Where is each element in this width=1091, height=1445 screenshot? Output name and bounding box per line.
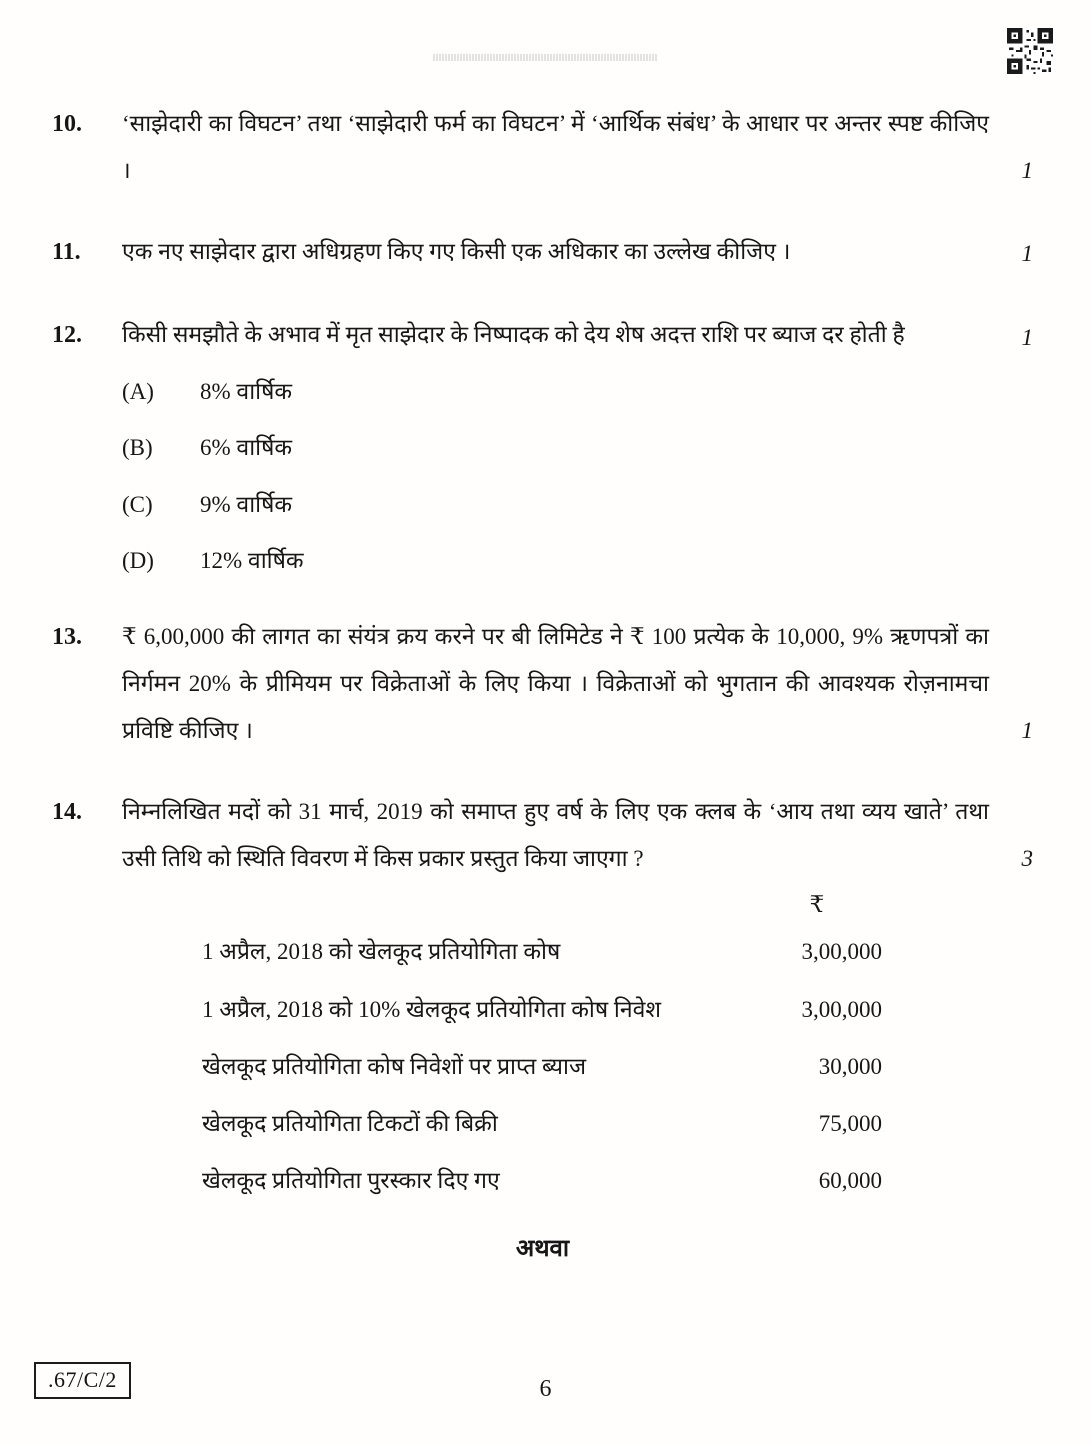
option-text: 12% वार्षिक xyxy=(200,548,304,574)
rupee-column-header: ₹ xyxy=(809,892,825,918)
question-11 xyxy=(52,228,1033,277)
scan-artifact-line xyxy=(433,54,658,61)
question-14 xyxy=(52,788,1033,1197)
question-text: एक नए साझेदार द्वारा अधिग्रहण किए गए किसी एक अधिकार का उल्लेख कीजिए । xyxy=(122,239,791,265)
option-d xyxy=(122,544,1033,579)
items-amount-table xyxy=(202,892,882,1197)
option-c xyxy=(122,488,1033,523)
option-a xyxy=(122,375,1033,410)
table-item: खेलकूद प्रतियोगिता पुरस्कार दिए गए xyxy=(202,1168,500,1194)
question-text: ₹ 6,00,000 की लागत का संयंत्र क्रय करने पर बी लिमिटेड ने ₹ 100 प्रत्येक के 10,000, 9% ऋणपत्रों का निर्गमन 20% के प्रीमियम पर विक्रेताओं के लिए किया । विक्रेताओं को भुगतान की आवश्यक रोज़नामचा प्रविष्टि कीजिए । xyxy=(122,623,989,743)
table-amount: 30,000 xyxy=(818,1053,882,1079)
table-amount: 3,00,000 xyxy=(801,996,882,1022)
table-row xyxy=(202,1051,882,1083)
table-row xyxy=(202,1165,882,1197)
option-label: (A) xyxy=(122,378,154,404)
question-number: 13. xyxy=(52,623,82,650)
question-10 xyxy=(52,100,1033,194)
table-amount: 60,000 xyxy=(818,1168,882,1194)
page-number: 6 xyxy=(539,1376,552,1402)
option-text: 9% वार्षिक xyxy=(200,491,293,517)
option-b xyxy=(122,431,1033,466)
question-13 xyxy=(52,613,1033,754)
question-12 xyxy=(52,311,1033,578)
table-item: 1 अप्रैल, 2018 को खेलकूद प्रतियोगिता कोष xyxy=(202,939,561,965)
question-text: निम्नलिखित मदों को 31 मार्च, 2019 को समाप्त हुए वर्ष के लिए एक क्लब के ‘आय तथा व्यय खाते’ तथा उसी तिथि को स्थिति विवरण में किस प्रकार प्रस्तुत किया जाएगा ? xyxy=(122,799,989,872)
mcq-options xyxy=(122,375,1033,579)
table-amount: 3,00,000 xyxy=(801,939,882,965)
question-marks: 1 xyxy=(1021,324,1033,350)
table-row xyxy=(202,994,882,1026)
table-item: खेलकूद प्रतियोगिता कोष निवेशों पर प्राप्त ब्याज xyxy=(202,1053,587,1079)
question-marks: 1 xyxy=(1021,241,1033,267)
table-header-row xyxy=(202,892,882,918)
option-label: (C) xyxy=(122,491,153,517)
option-label: (D) xyxy=(122,548,154,574)
question-number: 10. xyxy=(52,111,82,137)
option-text: 8% वार्षिक xyxy=(200,378,293,404)
table-item: खेलकूद प्रतियोगिता टिकटों की बिक्री xyxy=(202,1110,498,1136)
question-number: 11. xyxy=(52,239,81,266)
question-marks: 1 xyxy=(1021,158,1033,184)
question-number: 12. xyxy=(52,322,82,349)
question-number: 14. xyxy=(52,799,82,826)
question-text: ‘साझेदारी का विघटन’ तथा ‘साझेदारी फर्म का विघटन’ में ‘आर्थिक संबंध’ के आधार पर अन्तर स्पष्ट कीजिए । xyxy=(122,111,989,184)
option-label: (B) xyxy=(122,435,153,461)
table-row xyxy=(202,1108,882,1140)
table-row xyxy=(202,936,882,968)
table-item: 1 अप्रैल, 2018 को 10% खेलकूद प्रतियोगिता कोष निवेश xyxy=(202,996,662,1022)
question-marks: 3 xyxy=(1021,846,1033,872)
question-text: किसी समझौते के अभाव में मृत साझेदार के निष्पादक को देय शेष अदत्त राशि पर ब्याज दर होती है xyxy=(122,322,905,348)
option-text: 6% वार्षिक xyxy=(200,435,293,461)
table-amount: 75,000 xyxy=(818,1110,882,1136)
or-divider: अथवा xyxy=(515,1236,570,1263)
paper-code-box: .67/C/2 xyxy=(34,1362,131,1399)
question-marks: 1 xyxy=(1021,717,1033,743)
qr-code xyxy=(1007,28,1053,74)
